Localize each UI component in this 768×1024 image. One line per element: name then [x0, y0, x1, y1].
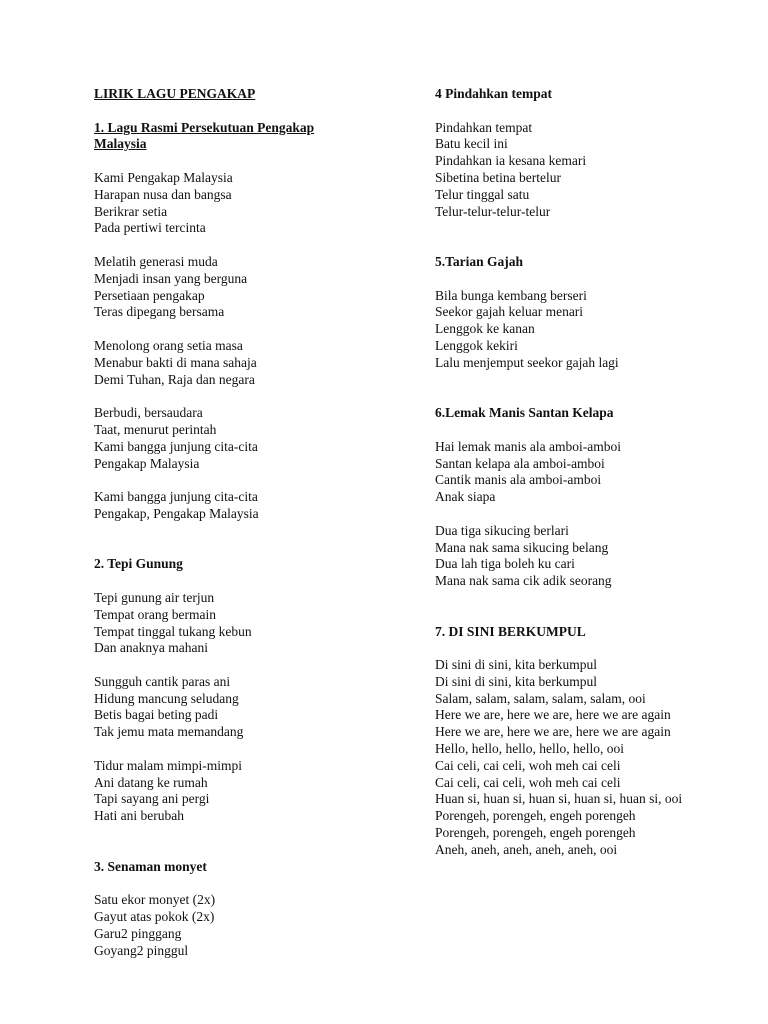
song-title-line: 1. Lagu Rasmi Persekutuan Pengakap	[94, 119, 315, 135]
lyric-line: Hidung mancung seludang	[94, 690, 239, 706]
stanza-gap	[94, 875, 414, 892]
lyric-line: Tak jemu mata memandang	[94, 724, 244, 740]
lyric-line: Porengeh, porengeh, engeh porengeh	[435, 808, 636, 824]
lyric-line: Harapan nusa dan bangsa	[94, 186, 232, 202]
lyric-line: Lenggok ke kanan	[435, 321, 535, 337]
section-gap	[94, 825, 414, 842]
lyric-line: Taat, menurut perintah	[94, 421, 217, 437]
lyric-line: Demi Tuhan, Raja dan negara	[94, 371, 255, 387]
lyric-line: Tapi sayang ani pergi	[94, 791, 210, 807]
lyric-line: Telur-telur-telur-telur	[435, 203, 551, 219]
stanza-gap	[435, 422, 755, 439]
lyric-line: Hati ani berubah	[94, 808, 184, 824]
stanza	[435, 657, 755, 859]
lyric-line: Satu ekor monyet (2x)	[94, 892, 216, 908]
lyric-line: Cai celi, cai celi, woh meh cai celi	[435, 774, 621, 790]
stanza-gap	[435, 640, 755, 657]
lyric-line: Huan si, huan si, huan si, huan si, huan si, ooi	[435, 791, 683, 807]
lyric-line: Pada pertiwi tercinta	[94, 220, 206, 236]
lyric-line: Lalu menjemput seekor gajah lagi	[435, 354, 619, 370]
song-title: 7. DI SINI BERKUMPUL	[435, 623, 586, 639]
document-title-block	[94, 86, 414, 103]
lyric-line: Bila bunga kembang berseri	[435, 287, 587, 303]
lyric-line: Pengakap, Pengakap Malaysia	[94, 505, 259, 521]
section-gap	[94, 103, 414, 120]
stanza-gap	[94, 573, 414, 590]
lyric-line: Sibetina betina bertelur	[435, 169, 561, 185]
lyric-line: Dua tiga sikucing berlari	[435, 522, 569, 538]
stanza-gap	[94, 153, 414, 170]
song-block	[435, 624, 755, 859]
section-gap	[435, 607, 755, 624]
stanza	[94, 590, 414, 657]
section-gap	[435, 590, 755, 607]
stanza-gap	[94, 472, 414, 489]
lyric-line: Cantik manis ala amboi-amboi	[435, 472, 602, 488]
lyric-line: Lenggok kekiri	[435, 337, 518, 353]
lyric-line: Dan anaknya mahani	[94, 640, 208, 656]
lyric-line: Teras dipegang bersama	[94, 304, 225, 320]
stanza	[435, 120, 755, 221]
lyric-line: Pindahkan ia kesana kemari	[435, 153, 587, 169]
lyric-line: Berbudi, bersaudara	[94, 405, 203, 421]
lyric-line: Berikrar setia	[94, 203, 168, 219]
song-block	[94, 120, 414, 523]
stanza	[94, 489, 414, 523]
lyric-line: Mana nak sama cik adik seorang	[435, 573, 612, 589]
lyric-line: Betis bagai beting padi	[94, 707, 219, 723]
stanza	[435, 439, 755, 506]
left-column	[94, 86, 414, 959]
lyric-line: Menjadi insan yang berguna	[94, 270, 248, 286]
lyric-line: Porengeh, porengeh, engeh porengeh	[435, 825, 636, 841]
lyric-line: Santan kelapa ala amboi-amboi	[435, 455, 605, 471]
stanza-gap	[94, 237, 414, 254]
stanza	[94, 254, 414, 321]
song-title: 5.Tarian Gajah	[435, 253, 524, 269]
lyric-line: Salam, salam, salam, salam, salam, ooi	[435, 690, 646, 706]
lyric-line: Mana nak sama sikucing belang	[435, 539, 609, 555]
lyric-line: Tempat tinggal tukang kebun	[94, 623, 252, 639]
lyric-line: Di sini di sini, kita berkumpul	[435, 657, 597, 673]
lyric-line: Sungguh cantik paras ani	[94, 673, 231, 689]
section-gap	[435, 237, 755, 254]
song-block	[435, 254, 755, 372]
stanza	[94, 405, 414, 472]
section-gap	[94, 842, 414, 859]
section-gap	[435, 372, 755, 389]
stanza	[94, 892, 414, 959]
stanza-gap	[94, 741, 414, 758]
stanza	[435, 288, 755, 372]
song-title: 6.Lemak Manis Santan Kelapa	[435, 405, 614, 421]
section-gap	[94, 523, 414, 540]
lyric-line: Pengakap Malaysia	[94, 455, 200, 471]
song-title-line: Malaysia	[94, 136, 147, 152]
lyric-line: Kami bangga junjung cita-cita	[94, 438, 258, 454]
lyric-line: Persetiaan pengakap	[94, 287, 205, 303]
lyric-line: Menolong orang setia masa	[94, 337, 243, 353]
lyric-line: Gayut atas pokok (2x)	[94, 909, 215, 925]
lyric-line: Cai celi, cai celi, woh meh cai celi	[435, 757, 621, 773]
song-title: 3. Senaman monyet	[94, 858, 207, 874]
lyric-line: Goyang2 pinggul	[94, 942, 189, 958]
lyric-line: Anak siapa	[435, 489, 496, 505]
song-title: 4 Pindahkan tempat	[435, 86, 553, 101]
lyric-line: Tidur malam mimpi-mimpi	[94, 757, 243, 773]
lyric-line: Batu kecil ini	[435, 136, 508, 152]
stanza-gap	[435, 271, 755, 288]
lyric-line: Hello, hello, hello, hello, hello, ooi	[435, 741, 624, 757]
lyric-line: Di sini di sini, kita berkumpul	[435, 673, 597, 689]
stanza	[94, 170, 414, 237]
lyric-line: Seekor gajah keluar menari	[435, 304, 584, 320]
stanza	[435, 523, 755, 590]
stanza	[94, 338, 414, 388]
lyric-line: Kami bangga junjung cita-cita	[94, 489, 258, 505]
song-block	[435, 405, 755, 590]
stanza-gap	[435, 506, 755, 523]
stanza-gap	[435, 103, 755, 120]
lyric-line: Menabur bakti di mana sahaja	[94, 354, 257, 370]
lyric-line: Aneh, aneh, aneh, aneh, aneh, ooi	[435, 841, 618, 857]
stanza-gap	[94, 657, 414, 674]
stanza-gap	[94, 321, 414, 338]
stanza	[94, 674, 414, 741]
song-block	[94, 556, 414, 825]
right-column	[435, 86, 755, 859]
lyric-line: Here we are, here we are, here we are again	[435, 707, 671, 723]
section-gap	[94, 540, 414, 557]
song-title: 2. Tepi Gunung	[94, 556, 183, 572]
section-gap	[435, 388, 755, 405]
lyric-line: Ani datang ke rumah	[94, 774, 208, 790]
lyric-line: Tepi gunung air terjun	[94, 589, 215, 605]
lyric-line: Melatih generasi muda	[94, 253, 218, 269]
song-block	[94, 859, 414, 960]
lyric-line: Dua lah tiga boleh ku cari	[435, 556, 575, 572]
lyric-line: Pindahkan tempat	[435, 119, 533, 135]
section-gap	[435, 220, 755, 237]
lyric-line: Kami Pengakap Malaysia	[94, 169, 233, 185]
song-block	[435, 86, 755, 220]
stanza-gap	[94, 388, 414, 405]
lyric-line: Garu2 pinggang	[94, 925, 182, 941]
lyric-line: Hai lemak manis ala amboi-amboi	[435, 438, 621, 454]
lyric-line: Here we are, here we are, here we are again	[435, 724, 671, 740]
lyric-line: Tempat orang bermain	[94, 606, 217, 622]
lyric-line: Telur tinggal satu	[435, 186, 530, 202]
document-title: LIRIK LAGU PENGAKAP	[94, 86, 256, 101]
stanza	[94, 758, 414, 825]
